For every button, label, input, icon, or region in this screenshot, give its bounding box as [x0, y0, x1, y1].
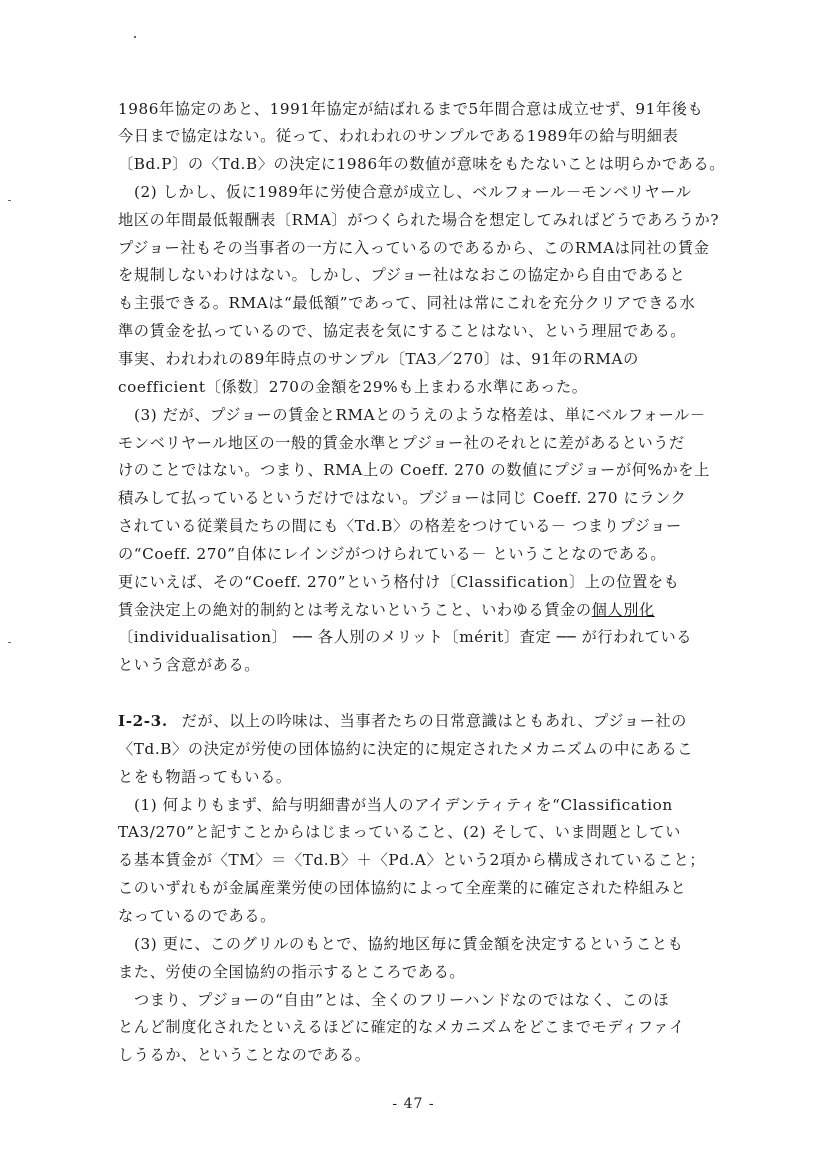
underlined-term: 個人別化 — [591, 601, 655, 619]
text-line: (2) しかし、仮に1989年に労使合意が成立し、ベルフォール－モンベリヤール — [134, 183, 692, 201]
text-line: 今日まで協定はない。従って、われわれのサンプルである1989年の給与明細表 — [118, 127, 679, 145]
text-line: しうるか、ということなのである。 — [118, 1046, 371, 1064]
text-segment: だが、以上の吟味は、当事者たちの日常意識はともあれ、プジョー社の — [181, 712, 687, 730]
text-line: coefficient〔係数〕270の金額を29%も上まわる水準にあった。 — [118, 378, 588, 396]
text-line: る基本賃金が〈TM〉＝〈Td.B〉＋〈Pd.A〉という2項から構成されていること； — [118, 851, 706, 869]
text-line: つまり、プジョーの“自由”とは、全くのフリーハンドなのではなく、このほ — [134, 991, 670, 1009]
section-first-line — [118, 709, 758, 733]
text-line: されている従業員たちの間にも〈Td.B〉の格差をつけている－ つまりプジョー — [118, 517, 682, 535]
text-line: 〈Td.B〉の決定が労使の団体協約に決定的に規定されたメカニズムの中にあるこ — [118, 740, 694, 758]
text-line: 地区の年間最低報酬表〔RMA〕がつくられた場合を想定してみればどうであろうか? — [118, 211, 720, 229]
text-line: また、労使の全国協約の指示するところである。 — [118, 963, 466, 981]
text-line: の“Coeff. 270”自体にレインジがつけられている－ ということなのである。 — [118, 545, 667, 563]
text-line: 事実、われわれの89年時点のサンプル〔TA3／270〕は、91年のRMAの — [118, 350, 639, 368]
text-line: 準の賃金を払っているので、協定表を気にすることはない、という理屈である。 — [118, 322, 687, 340]
section-number: Ⅰ-2-3. — [118, 712, 168, 730]
scan-speck — [134, 36, 136, 38]
text-line: (1) 何よりもまず、給与明細書が当人のアイデンティティを“Classification — [134, 796, 673, 814]
text-line: けのことではない。つまり、RMA上の Coeff. 270 の数値にプジョーが何%かを上 — [118, 461, 710, 479]
text-segment: 賃金決定上の絶対的制約とは考えないということ、いわゆる賃金の — [118, 601, 592, 619]
text-line: モンベリヤール地区の一般的賃金水準とプジョー社のそれとに差があるというだ — [118, 434, 685, 452]
text-line: このいずれもが金属産業労使の団体協約によって全産業的に確定された枠組みと — [118, 879, 687, 897]
text-line: (3) だが、プジョーの賃金とRMAとのうえのような格差は、単にベルフォール－ — [134, 406, 706, 424]
page-number: - 47 - — [392, 1096, 435, 1112]
text-line: (3) 更に、このグリルのもとで、協約地区毎に賃金額を決定するということも — [134, 935, 684, 953]
text-line: なっているのである。 — [118, 907, 276, 925]
scan-speck — [8, 642, 11, 643]
text-line: とんど制度化されたといえるほどに確定的なメカニズムをどこまでモディファイ — [118, 1018, 685, 1036]
text-line: TA3/270”と記すことからはじまっていること、(2) そして、いま問題としてい — [118, 823, 681, 841]
text-line: 積みして払っているというだけではない。プジョーは同じ Coeff. 270 にランク — [118, 489, 687, 507]
text-line: も主張できる。RMAは“最低額”であって、同社は常にこれを充分クリアできる水 — [118, 294, 696, 312]
text-line: 〔individualisation〕 ── 各人別のメリット〔mérit〕査定 ── が行われている — [118, 628, 693, 646]
text-line: 更にいえば、その“Coeff. 270”という格付け〔Classification〕上の位置をも — [118, 573, 680, 591]
text-line: 1986年協定のあと、1991年協定が結ばれるまで5年間合意は成立せず、91年後も — [118, 100, 704, 118]
scan-speck — [8, 200, 11, 201]
text-line: を規制しないわけはない。しかし、プジョー社はなおこの協定から自由であると — [118, 266, 686, 284]
text-line: という含意がある。 — [118, 656, 261, 674]
text-line: プジョー社もその当事者の一方に入っているのであるから、このRMAは同社の賃金 — [118, 239, 710, 257]
text-line — [118, 598, 758, 622]
text-line: とをも物語ってもいる。 — [118, 768, 292, 786]
text-line: 〔Bd.P〕の〈Td.B〉の決定に1986年の数値が意味をもたないことは明らかである。 — [118, 155, 726, 173]
